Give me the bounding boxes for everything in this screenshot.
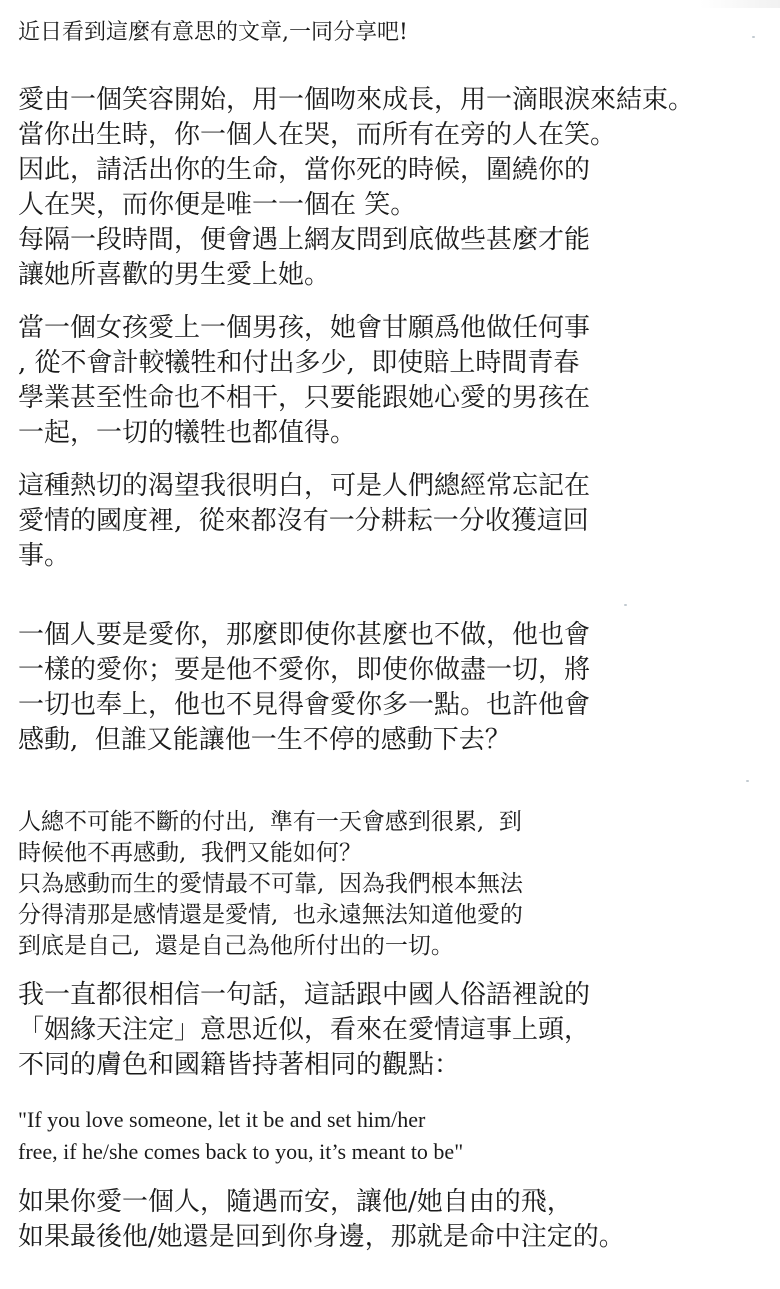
paragraph-7-line: 如果最後他/她還是回到你身邊，那就是命中注定的。 <box>18 1222 625 1252</box>
paragraph-1 <box>18 83 763 293</box>
paragraph-4-line: 一個人要是愛你，那麼即使你甚麼也不做，他也會 <box>18 620 591 650</box>
intro-text: 近日看到這麼有意思的文章,一同分享吧! <box>18 20 408 45</box>
paragraph-1-line: 人在哭，而你便是唯一一個在 笑。 <box>18 190 417 220</box>
paragraph-1-line: 讓她所喜歡的男生愛上她。 <box>18 260 331 290</box>
paragraph-1-line: 當你出生時，你一個人在哭，而所有在旁的人在笑。 <box>18 120 617 150</box>
paragraph-2-line: 學業甚至性命也不相干，只要能跟她心愛的男孩在 <box>18 383 591 413</box>
english-quote <box>18 1104 763 1168</box>
paragraph-6 <box>18 978 763 1083</box>
paragraph-7 <box>18 1185 763 1255</box>
paragraph-5-line: 到底是自己, 還是自己為他所付出的一切。 <box>18 933 454 959</box>
paragraph-5 <box>18 807 763 962</box>
paragraph-2-line: 當一個女孩愛上一個男孩，她會甘願爲他做任何事 <box>18 313 591 343</box>
paragraph-1-line: 愛由一個笑容開始，用一個吻來成長，用一滴眼淚來結束。 <box>18 85 695 115</box>
scan-speck <box>624 604 627 606</box>
paragraph-2-line: 一起，一切的犧牲也都值得。 <box>18 418 357 448</box>
paragraph-6-line: 不同的膚色和國籍皆持著相同的觀點： <box>18 1050 461 1080</box>
paragraph-5-line: 人總不可能不斷的付出, 準有一天會感到很累, 到 <box>18 809 522 835</box>
scan-edge-mark <box>700 0 780 8</box>
paragraph-4 <box>18 618 763 758</box>
english-quote-line: free, if he/she comes back to you, it’s meant to be" <box>18 1139 464 1164</box>
paragraph-6-line: 「姻緣天注定」意思近似，看來在愛情這事上頭， <box>18 1015 591 1045</box>
paragraph-1-line: 因此，請活出你的生命，當你死的時候，圍繞你的 <box>18 155 591 185</box>
paragraph-5-line: 分得清那是感情還是愛情, 也永遠無法知道他愛的 <box>18 902 523 928</box>
paragraph-4-line: 一切也奉上，他也不見得會愛你多一點。也許他會 <box>18 690 591 720</box>
paragraph-6-line: 我一直都很相信一句話，這話跟中國人俗語裡說的 <box>18 980 591 1010</box>
paragraph-5-line: 時候他不再感動, 我們又能如何？ <box>18 840 362 866</box>
paragraph-3-line: 這種熱切的渴望我很明白，可是人們總經常忘記在 <box>18 471 591 501</box>
english-quote-line: "If you love someone, let it be and set him/her <box>18 1107 426 1132</box>
paragraph-4-line: 感動, 但誰又能讓他一生不停的感動下去？ <box>18 725 511 755</box>
scan-speck <box>746 780 749 782</box>
intro-line <box>18 20 763 46</box>
scan-speck <box>752 36 755 38</box>
paragraph-7-line: 如果你愛一個人，隨遇而安，讓他/她自由的飛， <box>18 1187 573 1217</box>
paragraph-3-line: 事。 <box>18 541 71 571</box>
paragraph-1-line: 每隔一段時間，便會遇上網友問到底做些甚麼才能 <box>18 225 591 255</box>
paragraph-5-line: 只為感動而生的愛情最不可靠, 因為我們根本無法 <box>18 871 523 897</box>
paragraph-4-line: 一樣的愛你；要是他不愛你，即使你做盡一切，將 <box>18 655 591 685</box>
paragraph-3 <box>18 469 763 574</box>
paragraph-2-line: , 從不會計較犧牲和付出多少, 即使賠上時間青春 <box>18 348 580 378</box>
paragraph-2 <box>18 311 763 451</box>
paragraph-3-line: 愛情的國度裡, 從來都沒有一分耕耘一分收獲這回 <box>18 506 589 536</box>
